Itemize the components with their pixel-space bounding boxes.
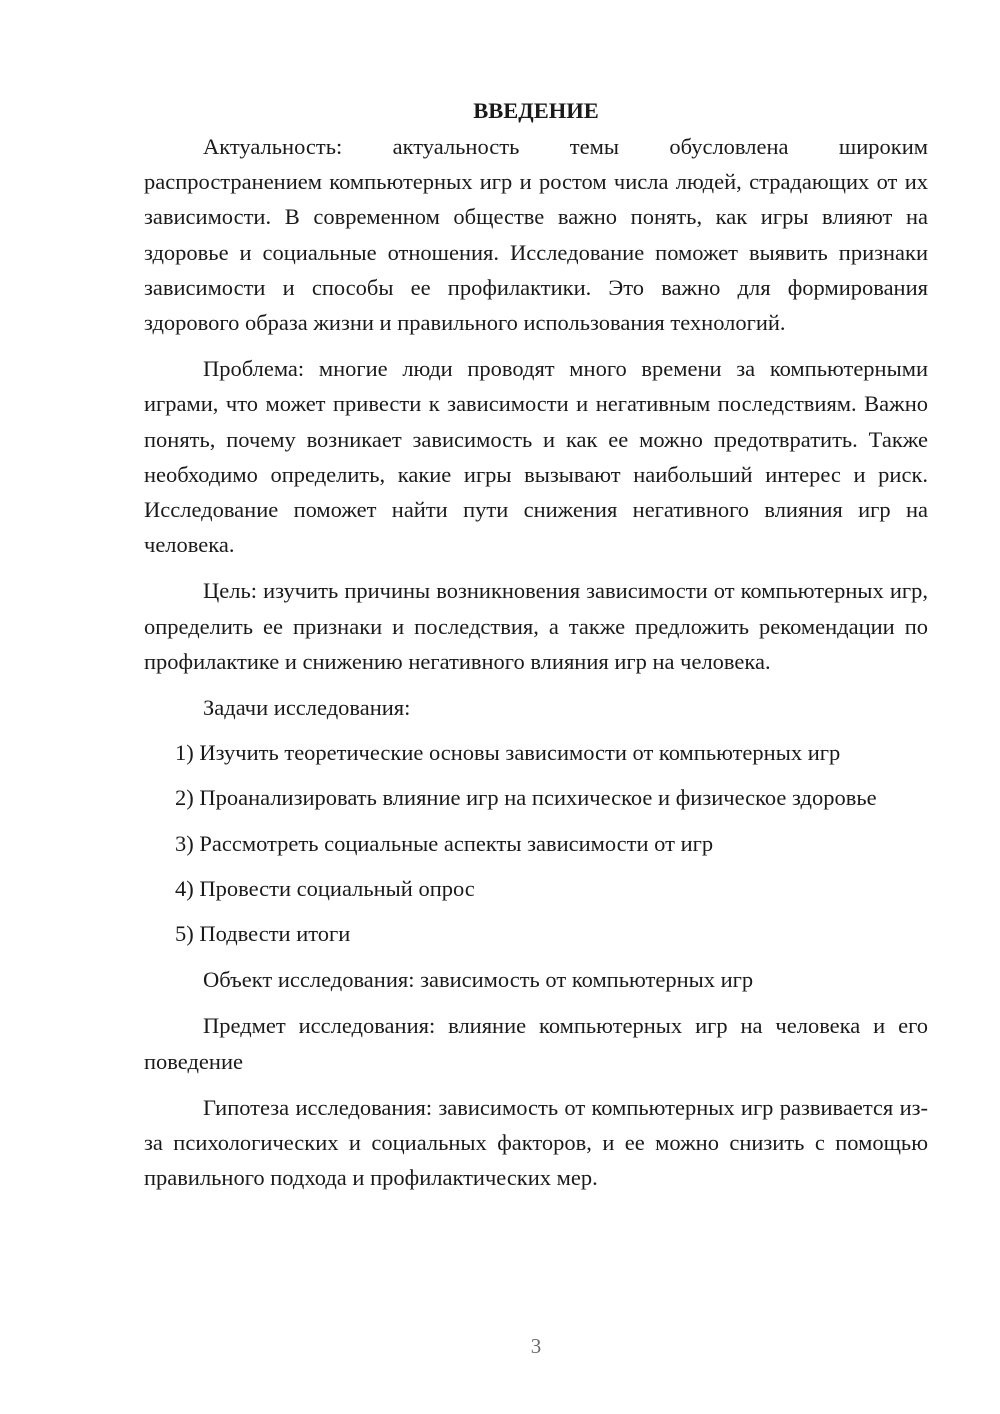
paragraph-tasks-heading: Задачи исследования: <box>203 695 411 721</box>
task-item-4: 4) Провести социальный опрос <box>175 875 475 901</box>
page-number: 3 <box>530 1334 542 1358</box>
task-item-5: 5) Подвести итоги <box>175 921 351 947</box>
task-item-2: 2) Проанализировать влияние игр на психическое и физическое здоровье <box>175 785 877 811</box>
page-title: ВВЕДЕНИЕ <box>473 98 599 123</box>
paragraph-relevance: Актуальность: актуальность темы обусловлена широким распространением компьютерных игр и ростом числа людей, страдающих от их зависимости. В современном обществе важно понять, как игры влияют на здоровье и социальные отношения. Исследование поможет выявить признаки зависимости и способы ее профилактики. Это важно для формирования здорового образа жизни и правильного использования технологий. <box>144 134 928 336</box>
paragraph-subject: Предмет исследования: влияние компьютерных игр на человека и его поведение <box>144 1013 928 1074</box>
task-item-1: 1) Изучить теоретические основы зависимости от компьютерных игр <box>175 740 841 766</box>
paragraph-problem: Проблема: многие люди проводят много времени за компьютерными играми, что может привести к зависимости и негативным последствиям. Важно понять, почему возникает зависимость и как ее можно предотвратить. Также необходимо определить, какие игры вызывают наибольший интерес и риск. Исследование поможет найти пути снижения негативного влияния игр на человека. <box>144 356 928 558</box>
paragraph-hypothesis: Гипотеза исследования: зависимость от компьютерных игр развивается из-за психологических и социальных факторов, и ее можно снизить с помощью правильного подхода и профилактических мер. <box>144 1094 928 1191</box>
page-content <box>144 93 928 1195</box>
task-item-3: 3) Рассмотреть социальные аспекты зависимости от игр <box>175 830 714 856</box>
paragraph-goal: Цель: изучить причины возникновения зависимости от компьютерных игр, определить ее признаки и последствия, а также предложить рекомендации по профилактике и снижению негативного влияния игр на человека. <box>144 578 928 674</box>
paragraph-object: Объект исследования: зависимость от компьютерных игр <box>203 967 754 993</box>
